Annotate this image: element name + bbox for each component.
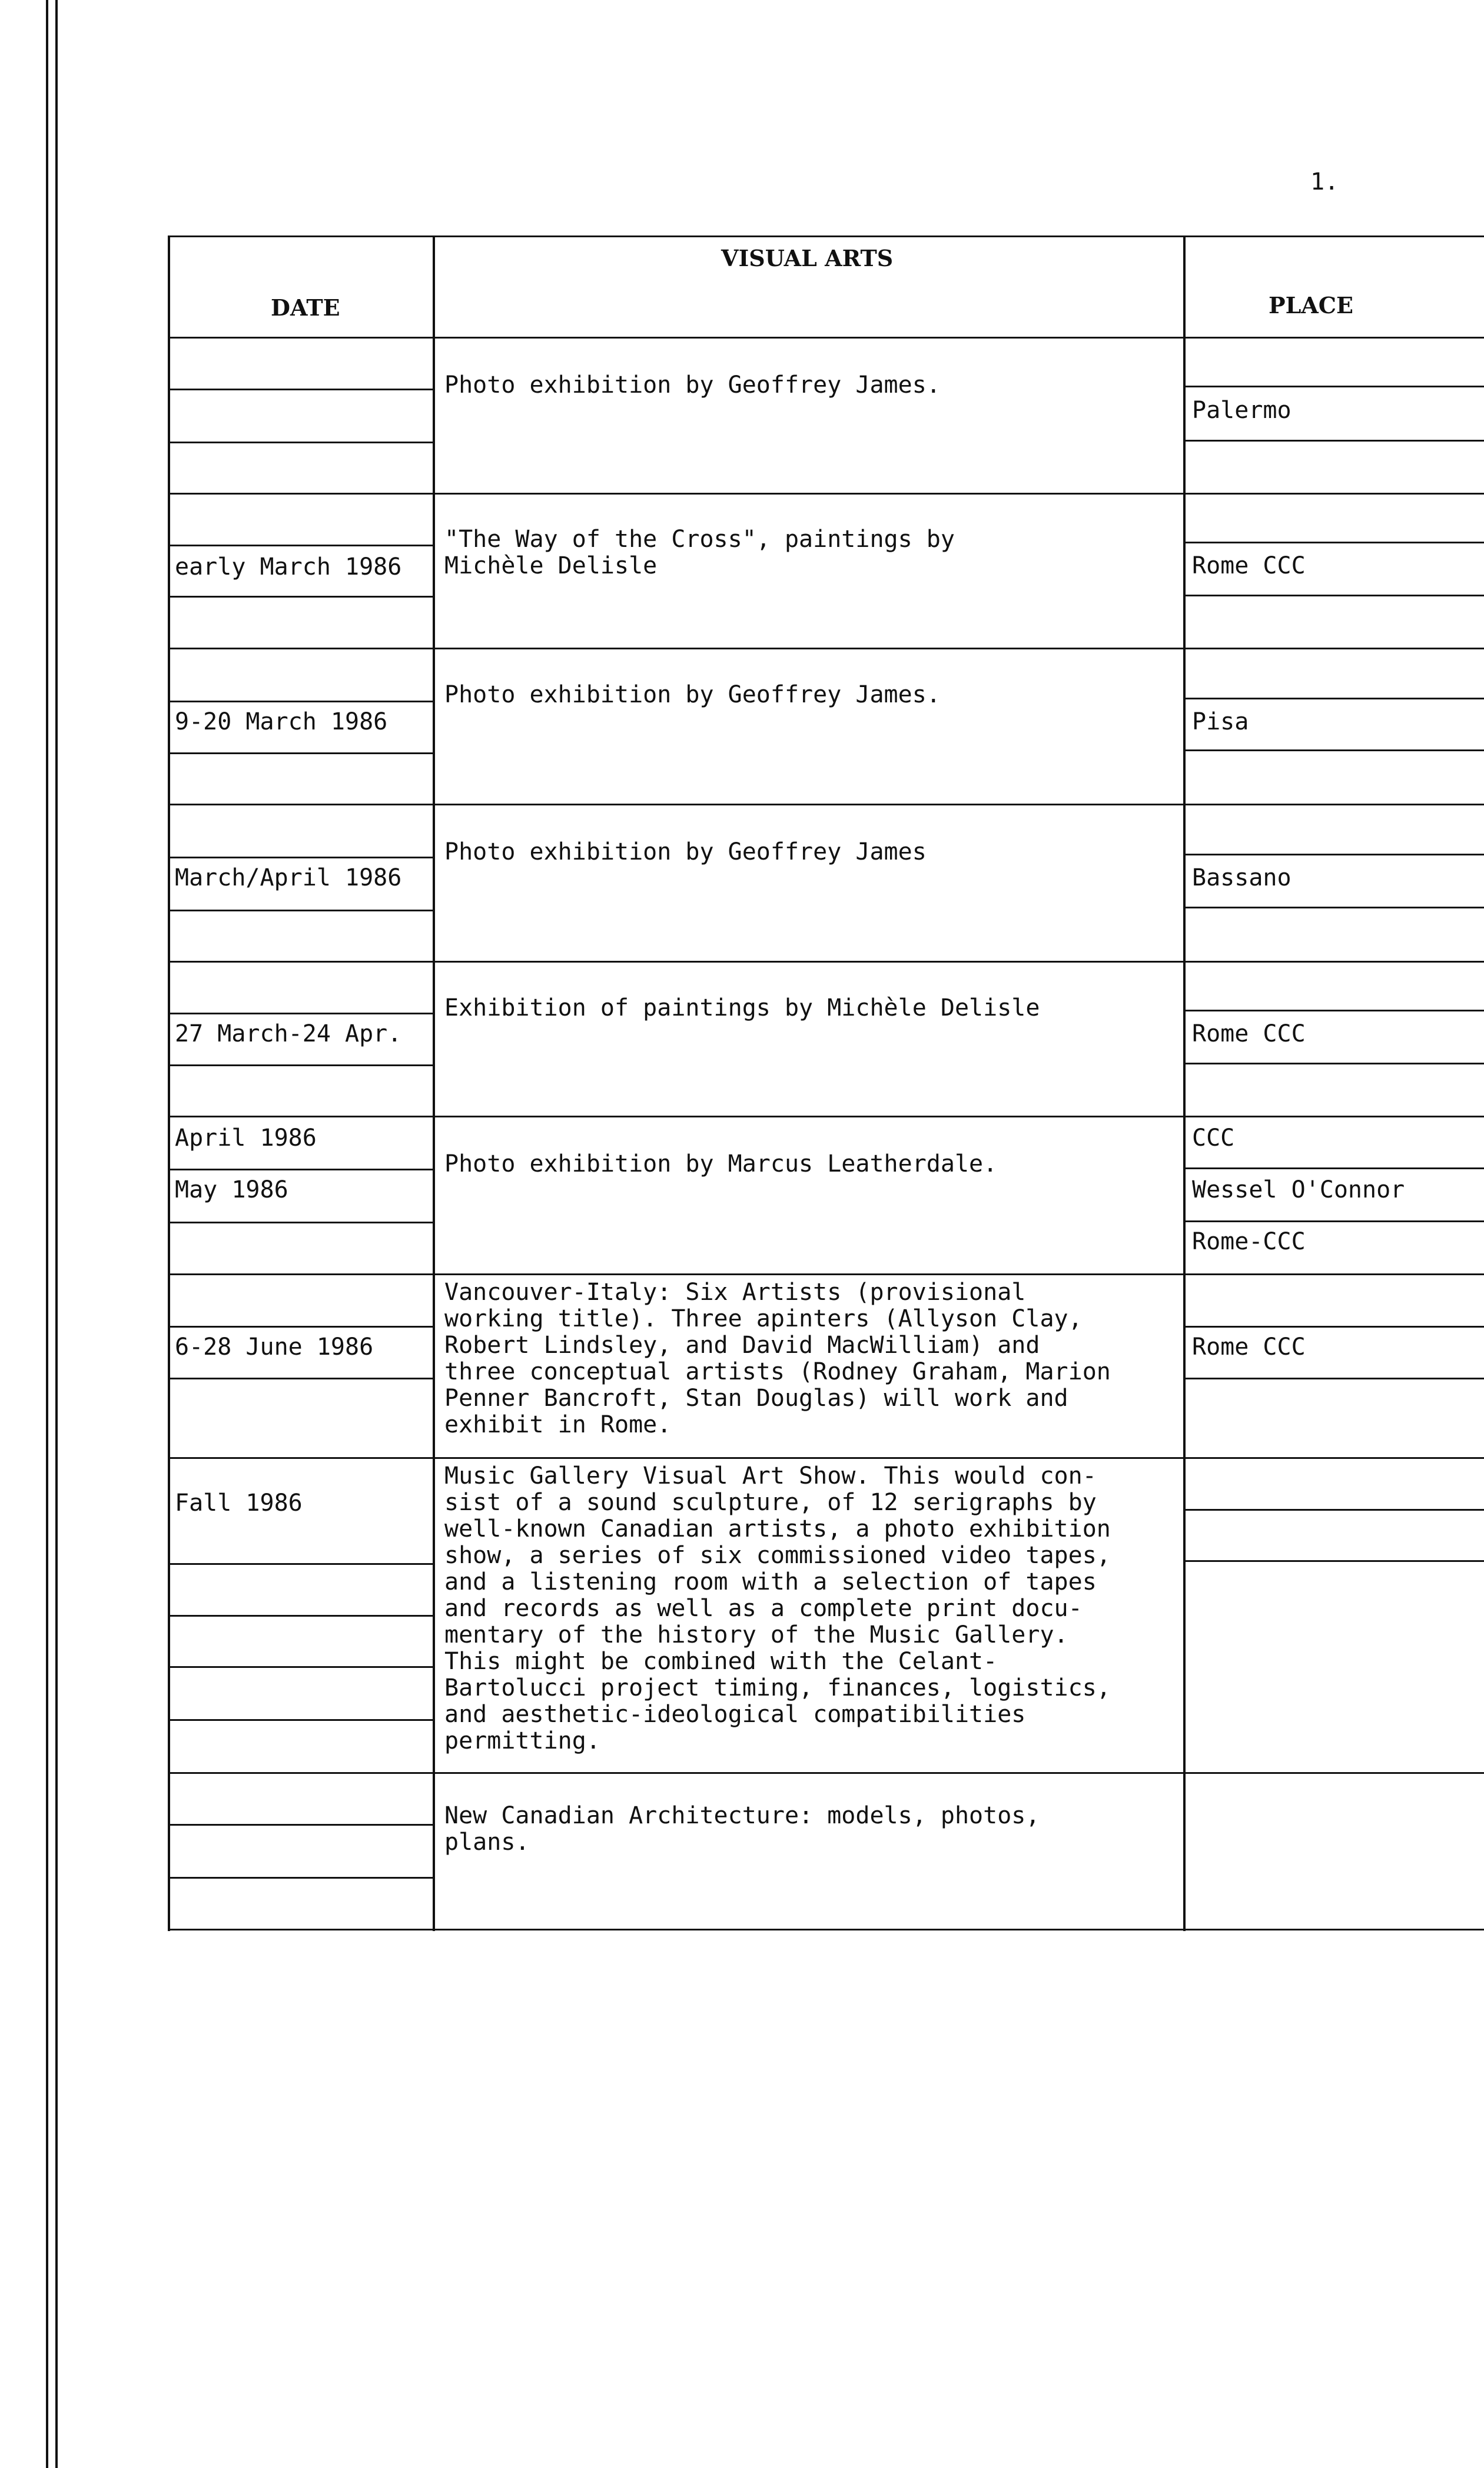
place-cell: Palermo — [1192, 397, 1292, 424]
place-subrule — [1183, 1063, 1484, 1064]
place-subrule — [1183, 698, 1484, 699]
date-subrule — [168, 910, 433, 911]
date-subrule — [168, 1169, 433, 1170]
activity-cell: Music Gallery Visual Art Show. This would con- sist of a sound sculpture, of 12 serigraphs by well-known Canadian artists, a photo exhibition show, a series of six commissioned video tapes, and a listening room with a selection of tapes and records as well as a complete print docu- mentary of the history of the Music Gallery. This might be combined with the Celant- Bartolucci project timing, finances, logistics, and aesthetic-ideological compatibilities permitting. — [444, 1462, 1111, 1754]
date-subrule — [168, 1378, 433, 1379]
date-cell: Fall 1986 — [175, 1490, 303, 1517]
place-cell: Wessel O'Connor — [1192, 1176, 1405, 1203]
date-subrule — [168, 442, 433, 443]
date-cell: May 1986 — [175, 1176, 288, 1203]
place-cell: Rome CCC — [1192, 552, 1306, 579]
table-border-left — [168, 235, 170, 1931]
date-subrule — [168, 1615, 433, 1617]
place-subrule — [1183, 1378, 1484, 1379]
place-subrule — [1183, 386, 1484, 387]
activity-cell: Photo exhibition by Marcus Leatherdale. — [444, 1150, 998, 1177]
place-subrule — [1183, 907, 1484, 908]
date-subrule — [168, 752, 433, 754]
place-subrule — [1183, 1326, 1484, 1328]
table-border-top — [168, 235, 1484, 237]
page-number: 1. — [1310, 168, 1339, 195]
date-subrule — [168, 1222, 433, 1223]
header-date: DATE — [271, 294, 340, 321]
date-subrule — [168, 1666, 433, 1668]
row-rule — [168, 648, 1484, 649]
date-subrule — [168, 1064, 433, 1066]
place-subrule — [1183, 1560, 1484, 1562]
date-cell: March/April 1986 — [175, 864, 402, 891]
row-rule — [168, 493, 1484, 495]
place-subrule — [1183, 1167, 1484, 1169]
column-divider-date — [433, 235, 435, 1931]
row-rule — [168, 961, 1484, 963]
date-cell: April 1986 — [175, 1124, 317, 1152]
place-cell: Rome CCC — [1192, 1020, 1306, 1047]
date-subrule — [168, 701, 433, 702]
date-subrule — [168, 545, 433, 546]
date-subrule — [168, 1824, 433, 1826]
table-border-bottom — [168, 1929, 1484, 1930]
date-subrule — [168, 596, 433, 598]
place-cell: Rome-CCC — [1192, 1228, 1306, 1255]
place-subrule — [1183, 749, 1484, 751]
date-subrule — [168, 1719, 433, 1721]
activity-cell: "The Way of the Cross", paintings by Michèle Delisle — [444, 526, 955, 579]
date-subrule — [168, 1013, 433, 1014]
activity-cell: Vancouver-Italy: Six Artists (provisional working title). Three apinters (Allyson Clay, Robert Lindsley, and David MacWilliam) and three conceptual artists (Rodney Graham, Marion Penner Bancroft, Stan Douglas) will work and exhibit in Rome. — [444, 1279, 1111, 1438]
activity-cell: New Canadian Architecture: models, photos, plans. — [444, 1802, 1040, 1856]
binder-edge — [0, 0, 58, 2468]
place-subrule — [1183, 542, 1484, 543]
date-cell: 9-20 March 1986 — [175, 708, 388, 735]
row-rule — [168, 1273, 1484, 1275]
date-cell: early March 1986 — [175, 553, 402, 580]
date-subrule — [168, 1563, 433, 1565]
date-subrule — [168, 389, 433, 390]
date-cell: 6-28 June 1986 — [175, 1333, 374, 1361]
row-rule — [168, 804, 1484, 805]
schedule-table — [168, 235, 1484, 1931]
header-visual-arts: VISUAL ARTS — [721, 245, 894, 271]
place-subrule — [1183, 1509, 1484, 1511]
place-subrule — [1183, 440, 1484, 442]
row-rule — [168, 1457, 1484, 1459]
activity-cell: Photo exhibition by Geoffrey James. — [444, 681, 941, 708]
date-subrule — [168, 1326, 433, 1328]
header-rule — [168, 337, 1484, 339]
place-subrule — [1183, 1220, 1484, 1222]
place-cell: Pisa — [1192, 708, 1249, 735]
row-rule — [168, 1116, 1484, 1117]
date-subrule — [168, 857, 433, 858]
place-cell: CCC — [1192, 1124, 1235, 1152]
activity-cell: Photo exhibition by Geoffrey James. — [444, 371, 941, 399]
place-cell: Rome CCC — [1192, 1333, 1306, 1361]
place-subrule — [1183, 854, 1484, 855]
activity-cell: Exhibition of paintings by Michèle Delisle — [444, 994, 1040, 1021]
place-subrule — [1183, 1010, 1484, 1011]
date-cell: 27 March-24 Apr. — [175, 1020, 402, 1047]
date-subrule — [168, 1877, 433, 1879]
header-place: PLACE — [1269, 292, 1353, 319]
activity-cell: Photo exhibition by Geoffrey James — [444, 838, 927, 865]
row-rule — [168, 1772, 1484, 1774]
place-cell: Bassano — [1192, 864, 1292, 891]
place-subrule — [1183, 595, 1484, 596]
